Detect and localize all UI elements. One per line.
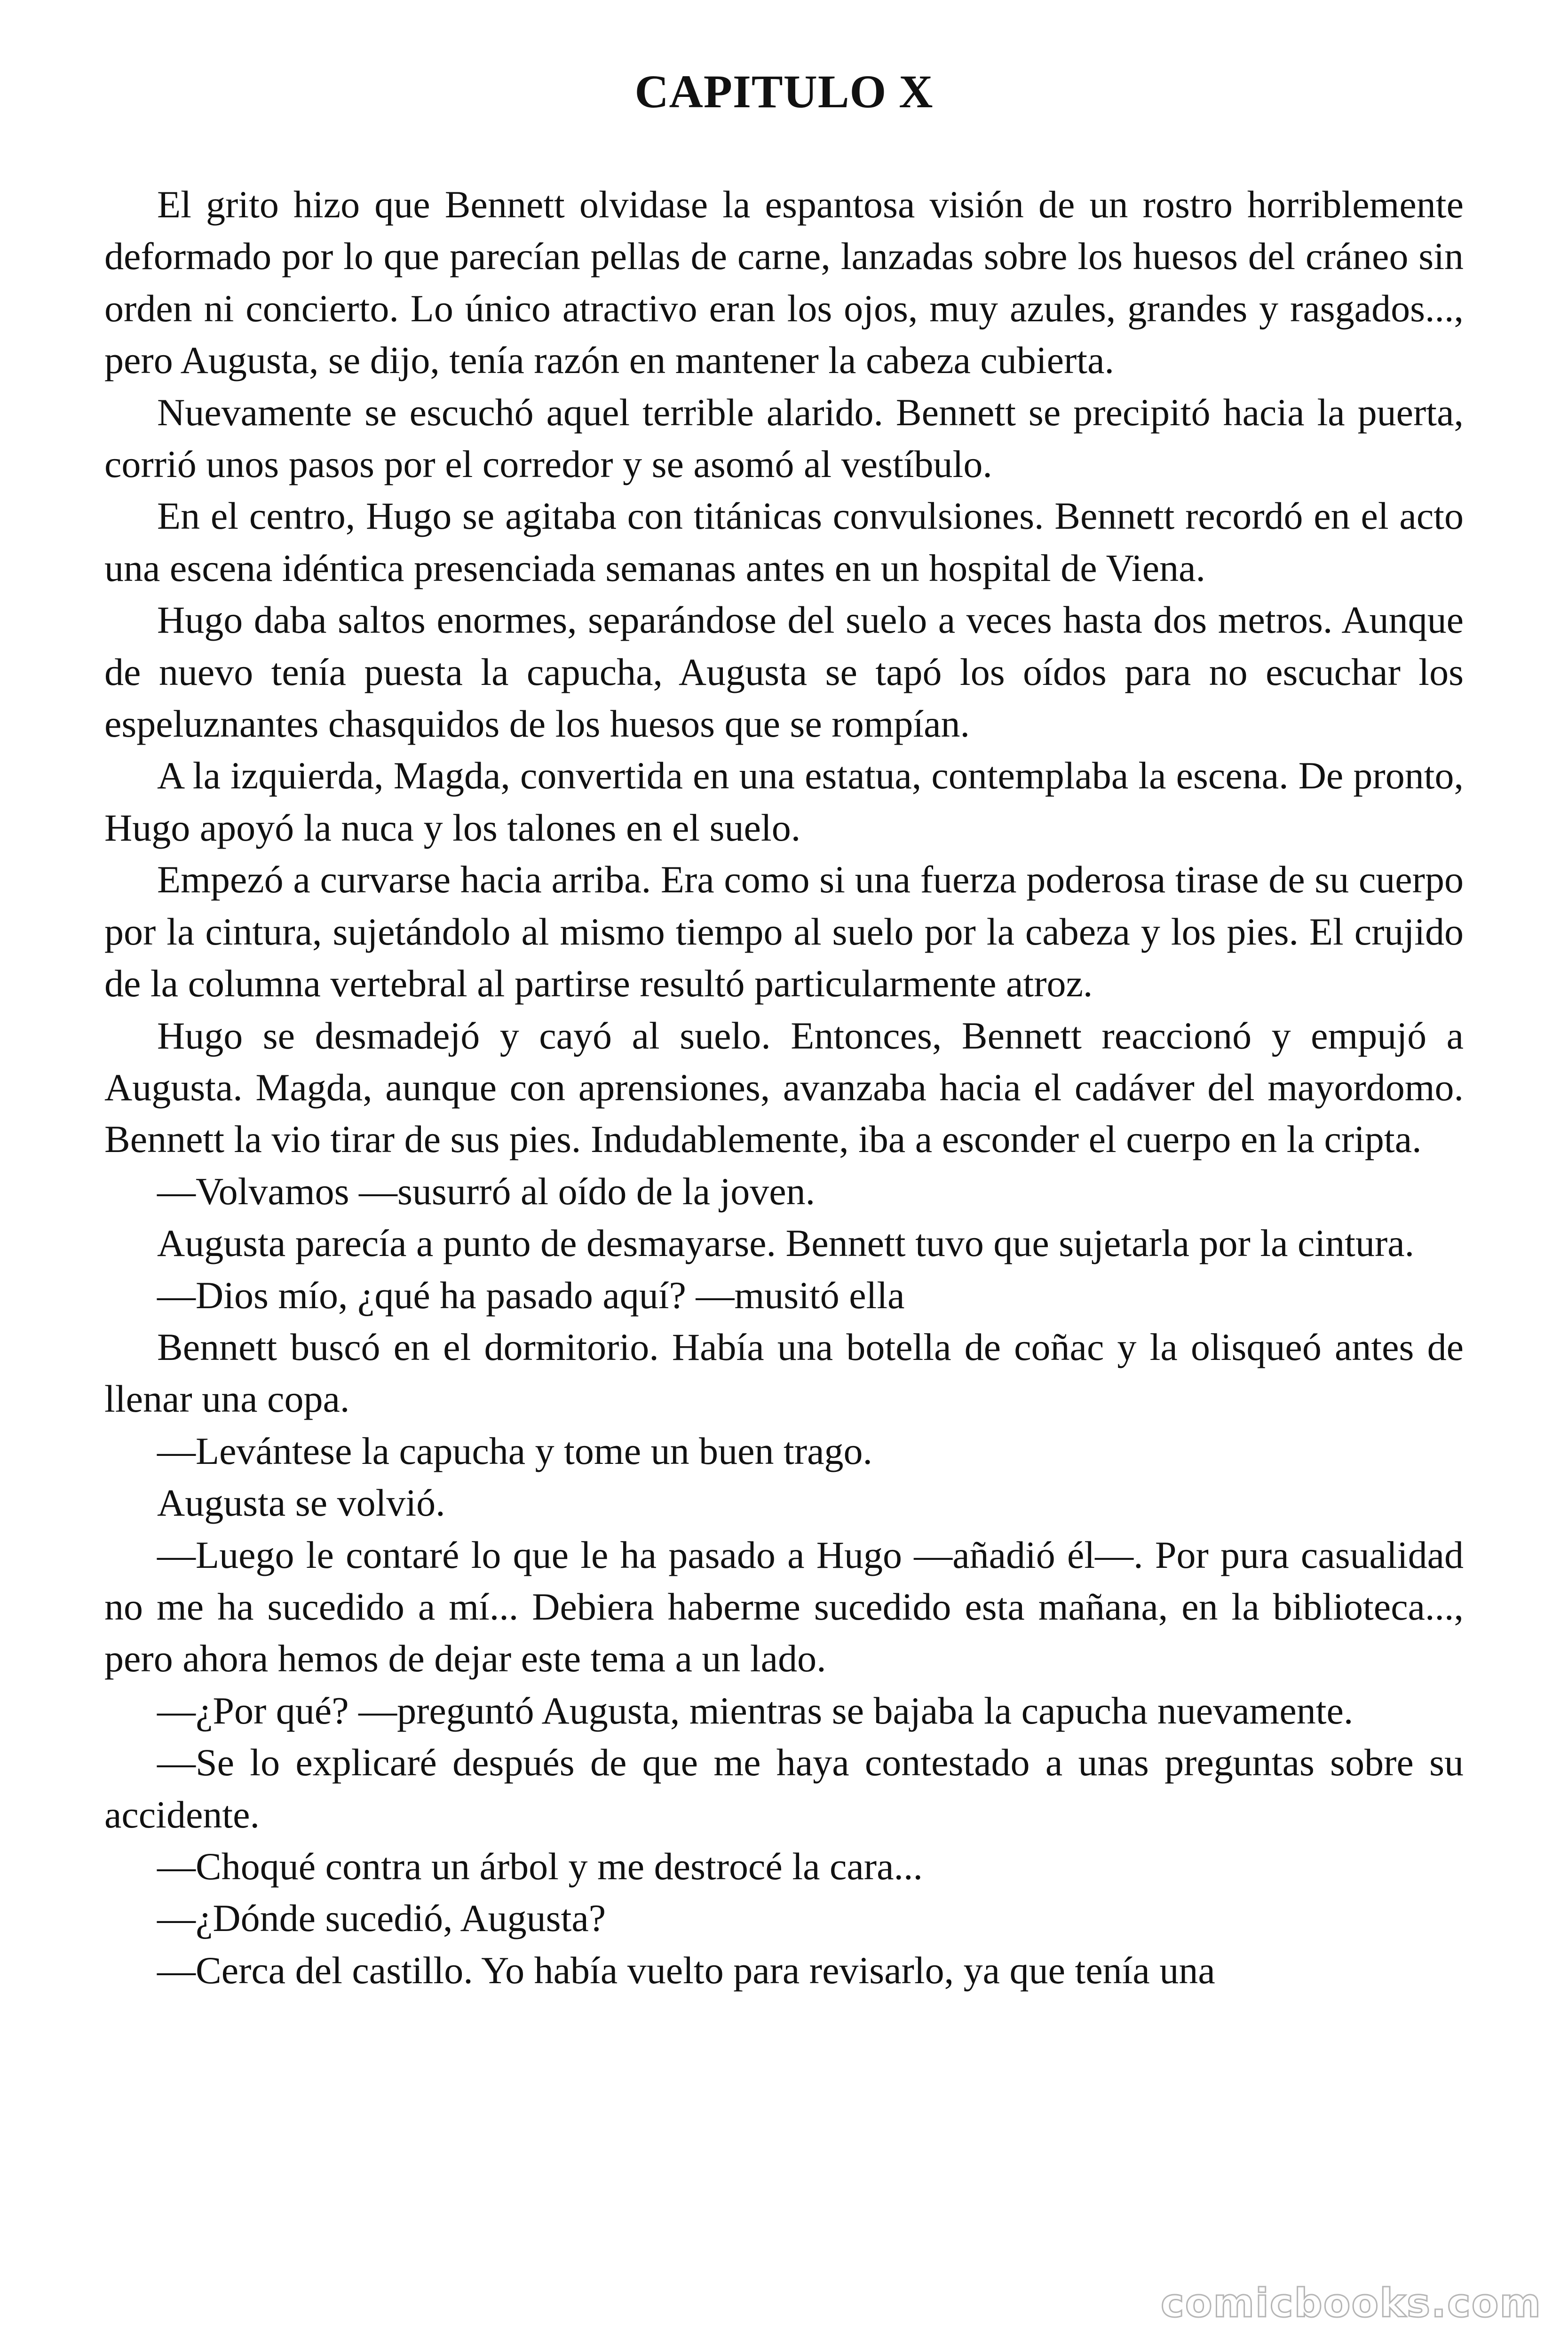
site-watermark: comicbooks.com xyxy=(1161,2280,1542,2326)
dialogue-line: —Se lo explicaré después de que me haya contestado a unas preguntas sobre su accidente. xyxy=(104,1741,1464,1836)
paragraph: Augusta se volvió. xyxy=(157,1481,445,1525)
dialogue-line: —Choqué contra un árbol y me destrocé la cara... xyxy=(157,1845,923,1888)
paragraph: Hugo se desmadejó y cayó al suelo. Entonces, Bennett reaccionó y empujó a Augusta. Magda, aunque con aprensiones, avanzaba hacia el cadáver del mayordomo. Bennett la vio tirar de sus pies. Indudablemente, iba a esconder el cuerpo en la cripta. xyxy=(104,1014,1464,1161)
paragraph: A la izquierda, Magda, convertida en una estatua, contemplaba la escena. De pronto, Hugo apoyó la nuca y los talones en el suelo. xyxy=(104,754,1464,849)
dialogue-line: —Luego le contaré lo que le ha pasado a Hugo —añadió él—. Por pura casualidad no me ha sucedido a mí... Debiera haberme sucedido esta mañana, en la biblioteca..., pero ahora hemos de dejar este tema a un lado. xyxy=(104,1533,1464,1680)
chapter-title: CAPITULO X xyxy=(634,65,934,118)
dialogue-line: —Cerca del castillo. Yo había vuelto para revisarlo, ya que tenía una xyxy=(157,1948,1215,1992)
dialogue-line: —Levántese la capucha y tome un buen trago. xyxy=(157,1429,872,1472)
dialogue-line: —Dios mío, ¿qué ha pasado aquí? —musitó ella xyxy=(157,1273,905,1317)
paragraph: Bennett buscó en el dormitorio. Había una botella de coñac y la olisqueó antes de llenar una copa. xyxy=(104,1325,1464,1421)
dialogue-line: —¿Dónde sucedió, Augusta? xyxy=(157,1897,606,1940)
paragraph: En el centro, Hugo se agitaba con titánicas convulsiones. Bennett recordó en el acto una escena idéntica presenciada semanas antes en un hospital de Viena. xyxy=(104,494,1464,589)
dialogue-line: —Volvamos —susurró al oído de la joven. xyxy=(157,1169,816,1213)
paragraph: Hugo daba saltos enormes, separándose del suelo a veces hasta dos metros. Aunque de nuevo tenía puesta la capucha, Augusta se tapó los oídos para no escuchar los espeluznantes chasquidos de los huesos que se rompían. xyxy=(104,598,1464,746)
chapter-body xyxy=(104,179,1464,1996)
paragraph: Empezó a curvarse hacia arriba. Era como si una fuerza poderosa tirase de su cuerpo por la cintura, sujetándolo al mismo tiempo al suelo por la cabeza y los pies. El crujido de la columna vertebral al partirse resultó particularmente atroz. xyxy=(104,858,1464,1005)
paragraph: Augusta parecía a punto de desmayarse. Bennett tuvo que sujetarla por la cintura. xyxy=(157,1222,1415,1265)
paragraph: Nuevamente se escuchó aquel terrible alarido. Bennett se precipitó hacia la puerta, corrió unos pasos por el corredor y se asomó al vestíbulo. xyxy=(104,390,1464,486)
dialogue-line: —¿Por qué? —preguntó Augusta, mientras se bajaba la capucha nuevamente. xyxy=(157,1689,1354,1732)
paragraph: El grito hizo que Bennett olvidase la espantosa visión de un rostro horriblemente deformado por lo que parecían pellas de carne, lanzadas sobre los huesos del cráneo sin orden ni concierto. Lo único atractivo eran los ojos, muy azules, grandes y rasgados..., pero Augusta, se dijo, tenía razón en mantener la cabeza cubierta. xyxy=(104,183,1464,382)
